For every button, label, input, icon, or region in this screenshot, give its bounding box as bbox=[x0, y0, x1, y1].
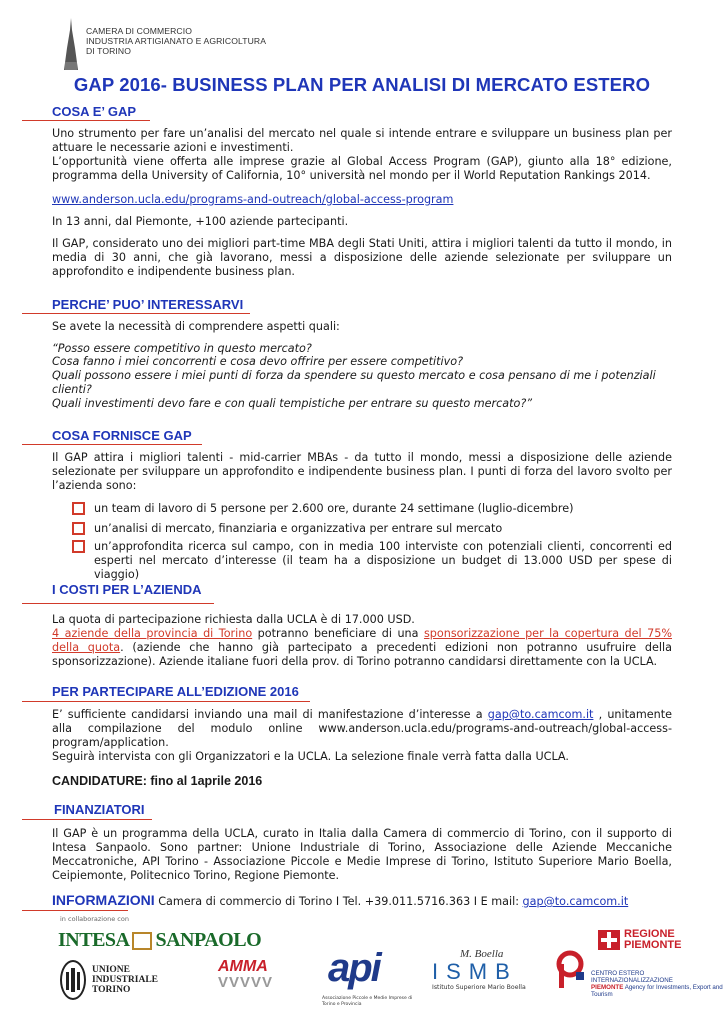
bullet-text: un’analisi di mercato, finanziaria e organizzativa per entrare sul mercato bbox=[94, 522, 503, 535]
info-line bbox=[52, 892, 628, 910]
api-text: api bbox=[328, 946, 380, 990]
ceip-text-2: PIEMONTE bbox=[591, 984, 624, 991]
costi-text: potranno beneficiare di una bbox=[252, 627, 424, 640]
partecipare-text: E’ sufficiente candidarsi inviando una mail di manifestazione d’interesse a bbox=[52, 708, 488, 721]
question-2: Cosa fanno i miei concorrenti e cosa devo offrire per essere competitivo? bbox=[52, 355, 464, 368]
org-name bbox=[86, 18, 266, 56]
amma-logo bbox=[218, 958, 273, 991]
cosa-e-paragraph-2: L’opportunità viene offerta alle imprese grazie al Global Access Program (GAP), giunto alla 18° edizione, programma della University of California, 10° università nel mondo per il World Reputation Rankings 2014. bbox=[52, 155, 672, 182]
costi-paragraph-1: La quota di partecipazione richiesta dalla UCLA è di 17.000 USD. bbox=[52, 613, 415, 626]
costi-paragraph-2 bbox=[52, 627, 672, 669]
deadline: CANDIDATURE: fino al 1aprile 2016 bbox=[52, 774, 263, 788]
regione-shield-icon bbox=[598, 930, 620, 950]
org-line-3: DI TORINO bbox=[86, 46, 131, 56]
section-rule bbox=[22, 910, 128, 911]
perche-intro: Se avete la necessità di comprendere aspetti quali: bbox=[52, 320, 340, 333]
regione-text: REGIONE bbox=[624, 928, 675, 940]
api-torino-logo bbox=[322, 946, 422, 1016]
partecipare-paragraph-2: Seguirà intervista con gli Organizzatori e la UCLA. La selezione finale verrà fatta dalla UCLA. bbox=[52, 750, 569, 763]
section-title-partecipare: PER PARTECIPARE ALL’EDIZIONE 2016 bbox=[52, 684, 299, 699]
section-title-cosa-e: COSA E’ GAP bbox=[52, 104, 137, 119]
ceipiemonte-logo bbox=[556, 950, 724, 998]
question-1: “Posso essere competitivo in questo mercato? bbox=[52, 342, 312, 355]
question-3: Quali possono essere i miei punti di forza da spendere su questo mercato e cosa pensano di me i potenziali clienti? bbox=[52, 369, 656, 396]
ucla-gap-link[interactable]: www.anderson.ucla.edu/programs-and-outreach/global-access-program bbox=[52, 193, 454, 206]
checkbox-bullet-icon bbox=[72, 540, 85, 553]
section-title-informazioni: INFORMAZIONI bbox=[52, 892, 155, 908]
partecipare-paragraph-1 bbox=[52, 708, 672, 750]
section-title-fornisce: COSA FORNISCE GAP bbox=[52, 428, 192, 443]
section-title-finanziatori: FINANZIATORI bbox=[54, 802, 145, 817]
ceip-text-3: Agency for Investments, Export and Tourism bbox=[591, 984, 723, 998]
fornisce-paragraph: Il GAP attira i migliori talenti - mid-carrier MBAs - da tutto il mondo, messi a disposizione delle aziende selezionate per sviluppare un approfondito e indipendente business plan. I punti di forza del lavoro svolto per l’azienda sono: bbox=[52, 451, 672, 492]
bullet-text: un team di lavoro di 5 persone per 2.600 ore, durante 24 settimane (luglio-dicembre) bbox=[94, 502, 574, 515]
sanpaolo-text: SANPAOLO bbox=[155, 929, 262, 951]
ismb-signature: M. Boella bbox=[460, 948, 504, 960]
ceip-text-1: CENTRO ESTERO INTERNAZIONALIZZAZIONE bbox=[591, 970, 673, 984]
list-item bbox=[72, 522, 672, 536]
section-title-perche: PERCHE’ PUO’ INTERESSARVI bbox=[52, 297, 244, 312]
cosa-e-paragraph-4: Il GAP, considerato uno dei migliori part-time MBA degli Stati Uniti, attira i migliori talenti da tutto il mondo, in media di 30 anni, che già lavorano, messi a disposizione delle aziende selezionate per sviluppare un approfondito e indipendente business plan. bbox=[52, 237, 672, 278]
info-email-link[interactable]: gap@to.camcom.it bbox=[522, 895, 629, 908]
collab-label: in collaborazione con bbox=[60, 915, 129, 923]
api-sub-text: Associazione Piccole e Medie Imprese di Torino e Provincia bbox=[322, 996, 413, 1007]
costi-text: . (aziende che hanno già partecipato a precedenti edizioni non potranno usufruire della sponsorizzazione). Aziende italiane fuori della prov. di Torino potranno candidarsi direttamente con la UCLA. bbox=[52, 641, 672, 668]
industriale-text: INDUSTRIALE bbox=[92, 975, 158, 985]
torino-text: TORINO bbox=[92, 985, 131, 995]
ismb-logo bbox=[432, 948, 526, 991]
question-4: Quali investimenti devo fare e con quali tempistiche per entrare su questo mercato?” bbox=[52, 397, 533, 410]
unione-mark-icon bbox=[60, 960, 86, 1000]
amma-text: AMMA bbox=[218, 958, 268, 975]
section-rule bbox=[22, 603, 214, 604]
sponsorship-link[interactable]: sponsorizzazione per la copertura del 75% della quota bbox=[52, 627, 672, 654]
intesa-text: INTESA bbox=[58, 929, 130, 951]
unione-industriale-logo bbox=[60, 960, 158, 1000]
partecipare-text: , unitamente alla compilazione del modulo online www.anderson.ucla.edu/programs-and-outreach/global-access-program/application. bbox=[52, 708, 672, 749]
ismb-text: ISMB bbox=[432, 959, 518, 984]
info-text: Camera di commercio di Torino I Tel. +39.011.5716.363 I E mail: bbox=[154, 895, 523, 908]
piemonte-text: PIEMONTE bbox=[624, 939, 682, 951]
section-title-costi: I COSTI PER L’AZIENDA bbox=[52, 582, 202, 597]
finanziatori-paragraph: Il GAP è un programma della UCLA, curato in Italia dalla Camera di commercio di Torino, con il supporto di Intesa Sanpaolo. Sono partner: Unione Industriale di Torino, Associazione delle Aziende Meccaniche Meccatroniche, API Torino - Associazione Piccole e Medie Imprese di Torino, Istituto Superiore Mario Boella, Ceipiemonte, Politecnico Torino, Regione Piemonte. bbox=[52, 827, 672, 882]
list-item bbox=[72, 502, 672, 516]
cosa-e-paragraph-1: Uno strumento per fare un’analisi del mercato nel quale si intende entrare e sviluppare un business plan per attuare le necessarie azioni e investimenti. bbox=[52, 127, 672, 154]
intesa-mark-icon bbox=[132, 932, 152, 950]
section-rule bbox=[22, 819, 152, 820]
cosa-e-paragraph-3: In 13 anni, dal Piemonte, +100 aziende partecipanti. bbox=[52, 215, 349, 228]
ceip-mark-icon bbox=[556, 950, 588, 990]
section-rule bbox=[22, 444, 202, 445]
email-link[interactable]: gap@to.camcom.it bbox=[487, 708, 594, 721]
ismb-sub-text: Istituto Superiore Mario Boella bbox=[432, 984, 526, 991]
sponsor-companies-link[interactable]: 4 aziende della provincia di Torino bbox=[52, 627, 253, 640]
regione-piemonte-logo bbox=[598, 929, 681, 951]
checkbox-bullet-icon bbox=[72, 522, 85, 535]
section-rule bbox=[22, 120, 150, 121]
org-line-2: INDUSTRIA ARTIGIANATO E AGRICOLTURA bbox=[86, 36, 267, 46]
section-rule bbox=[22, 701, 310, 702]
mole-antonelliana-icon bbox=[62, 18, 80, 72]
bullet-text: un’approfondita ricerca sul campo, con in media 100 interviste con potenziali clienti, concorrenti ed esperti nel mercato d’interesse (il team ha a disposizione un budget di 13.000 USD per spese di viaggio) bbox=[94, 540, 672, 581]
page-title: GAP 2016- BUSINESS PLAN PER ANALISI DI MERCATO ESTERO bbox=[73, 74, 651, 95]
checkbox-bullet-icon bbox=[72, 502, 85, 515]
intesa-sanpaolo-logo bbox=[58, 929, 261, 952]
org-line-1: CAMERA DI COMMERCIO bbox=[86, 26, 192, 36]
amma-sub-text: VVVVV bbox=[218, 974, 274, 991]
list-item bbox=[72, 540, 672, 582]
unione-text: UNIONE bbox=[92, 965, 131, 975]
section-rule bbox=[22, 313, 250, 314]
header bbox=[62, 18, 266, 74]
